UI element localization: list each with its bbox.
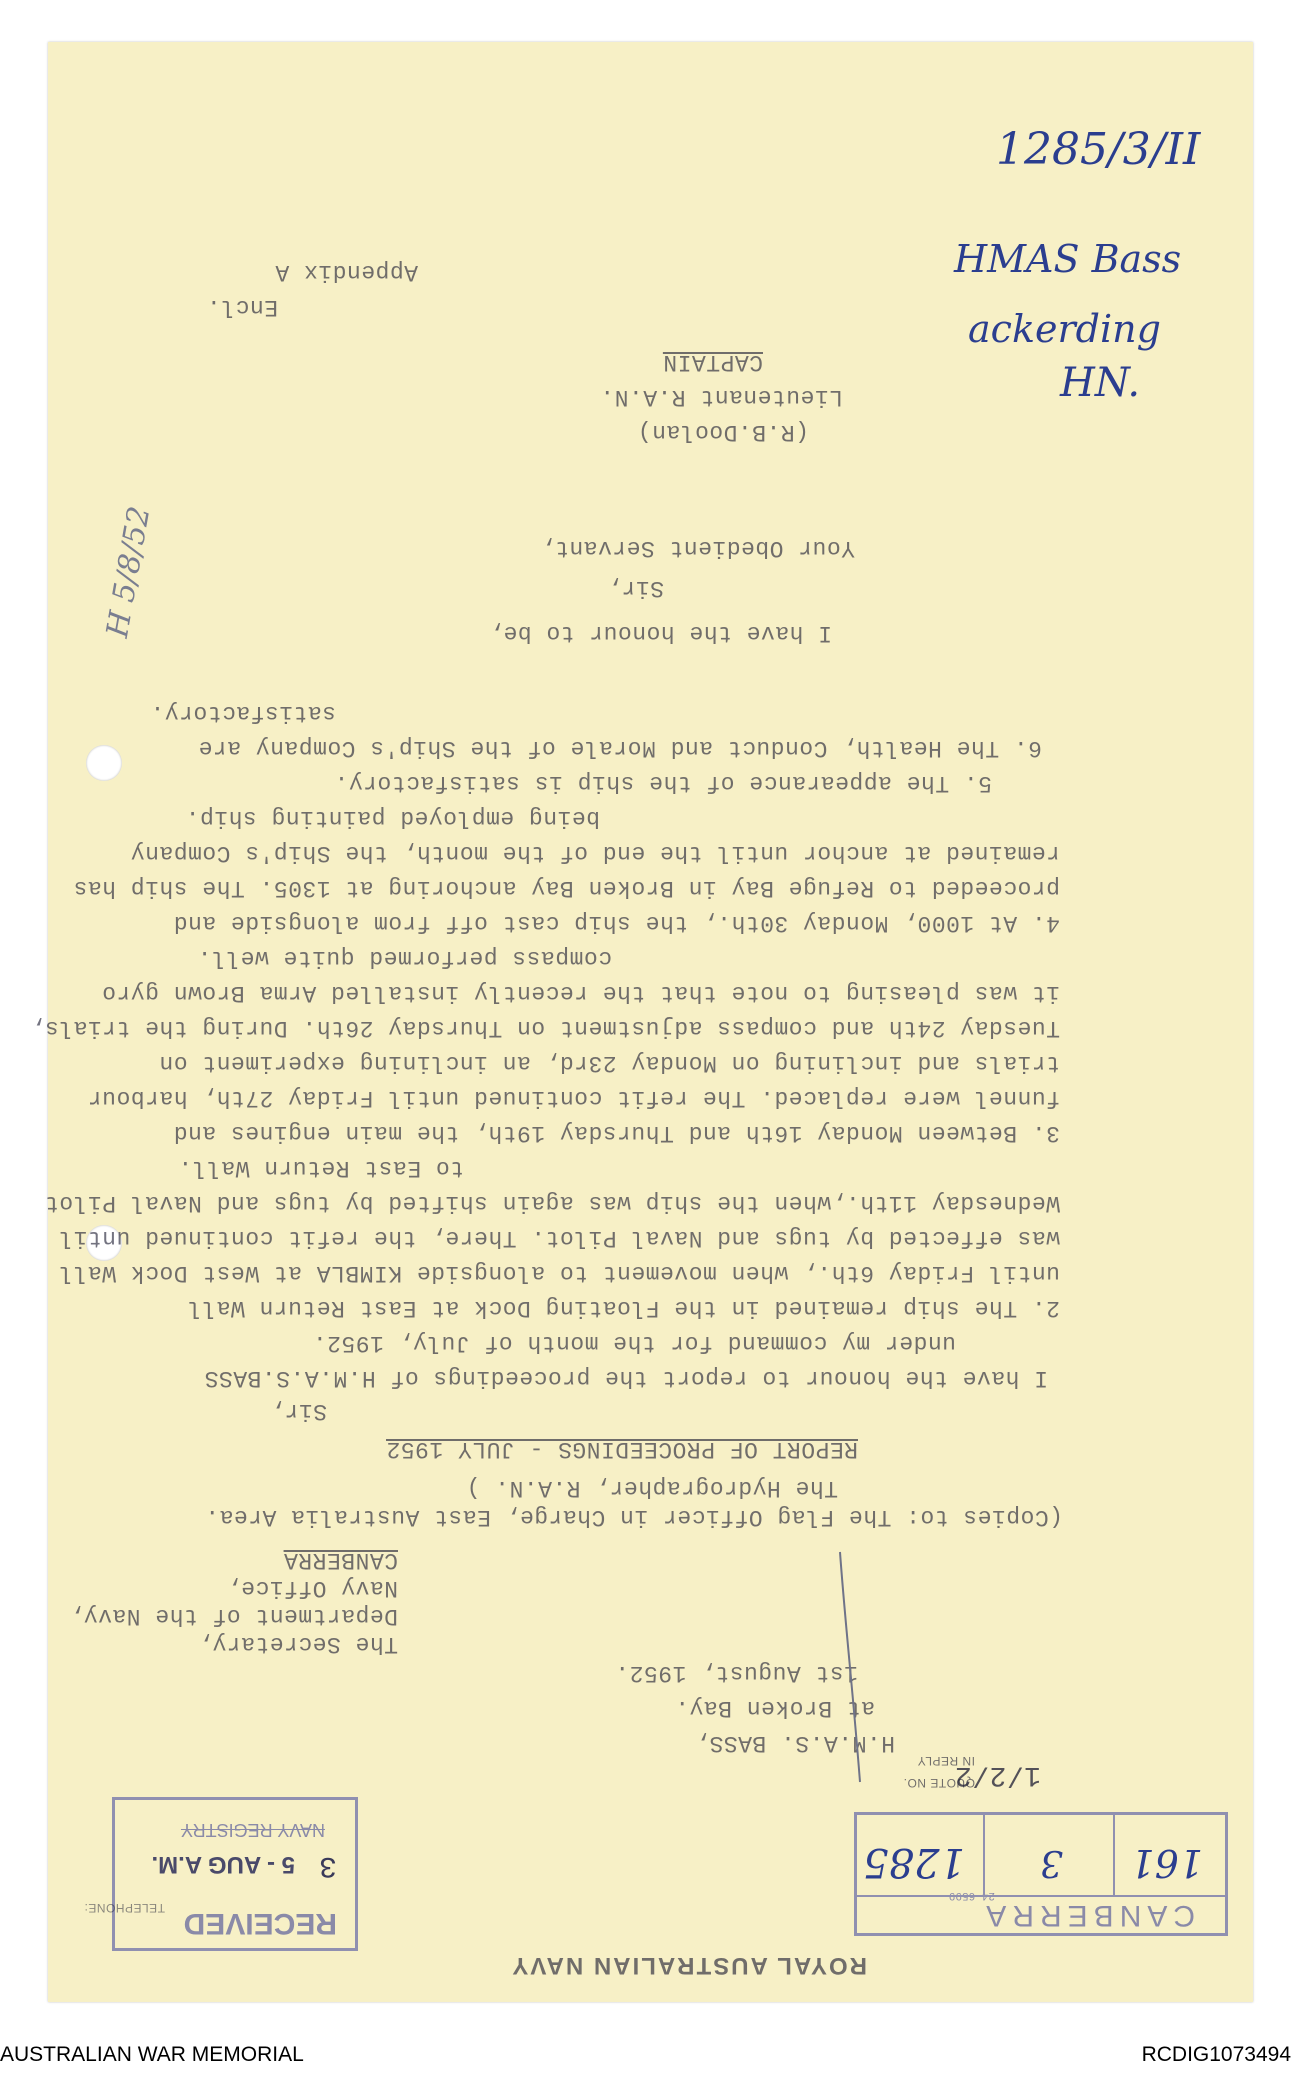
signatory-name: (R.B.Doolan) bbox=[637, 419, 809, 445]
body-line-10: trials and inclining on Monday 23rd, an inclining experiment on bbox=[158, 1050, 1060, 1076]
closing-line-3: Your Obedient Servant, bbox=[540, 535, 855, 561]
received-stamp bbox=[112, 1797, 358, 1951]
body-line-11: Tuesday 24th and compass adjustment on Thursday 26th. During the trials, bbox=[30, 1015, 1060, 1041]
handwritten-margin-initials: H 5/8/52 bbox=[100, 503, 158, 641]
body-line-3: 2. The ship remained in the Floating Dock at East Return Wall bbox=[187, 1295, 1060, 1321]
reply-label: IN REPLY bbox=[917, 1754, 975, 1768]
body-line-17: being employed painting ship. bbox=[185, 805, 600, 831]
received-stamp-date: 5 - AUG A.M. bbox=[151, 1851, 295, 1878]
closing-line-2: Sir, bbox=[606, 575, 664, 601]
body-line-9: funnel were replaced. The refit continued until Friday 27th, harbour bbox=[87, 1085, 1060, 1111]
canberra-stamp-code: 24 6599 bbox=[948, 1889, 995, 1901]
footer-left-credit: AUSTRALIAN WAR MEMORIAL bbox=[0, 2043, 304, 2066]
enclosure-label: Encl. bbox=[206, 294, 278, 320]
salutation: Sir, bbox=[269, 1398, 327, 1424]
body-line-5: was effected by tugs and Naval Pilot. There, the refit continued until bbox=[58, 1225, 1060, 1251]
signatory-rank: Lieutenant R.A.N. bbox=[599, 384, 843, 410]
report-subject: REPORT OF PROCEEDINGS - JULY 1952 bbox=[386, 1436, 858, 1462]
body-line-16: remained at anchor until the end of the month, the Ship's Company bbox=[130, 840, 1060, 866]
file-part-value: 3 bbox=[1040, 1842, 1063, 1883]
handwritten-file-reference: 1285/3/II bbox=[996, 124, 1201, 175]
addressee-line-2: Department of the Navy, bbox=[69, 1603, 398, 1629]
document-page bbox=[30, 42, 1253, 2002]
closing-line-1: I have the honour to be, bbox=[488, 620, 832, 646]
body-line-12: it was pleasing to note that the recently installed Arma Brown gyro bbox=[101, 980, 1060, 1006]
body-line-18: 5. The appearance of the ship is satisfactory. bbox=[334, 770, 992, 796]
quote-label: QUOTE NO. bbox=[903, 1776, 975, 1790]
handwritten-initials: HN. bbox=[1060, 360, 1141, 406]
received-stamp-number: 3 bbox=[318, 1848, 337, 1882]
received-stamp-title: RECEIVED bbox=[183, 1907, 337, 1940]
letter-date: 1st August, 1952. bbox=[614, 1660, 858, 1686]
copies-line-1: (Copies to: The Flag Officer in Charge, East Australia Area. bbox=[204, 1504, 1063, 1530]
footer-right-id: RCDIG1073494 bbox=[1141, 2043, 1291, 2066]
body-line-2: under my command for the month of July, 1952. bbox=[312, 1330, 956, 1356]
body-line-19: 6. The Health, Conduct and Morale of the Ship's Company are bbox=[198, 735, 1042, 761]
telephone-label: TELEPHONE: bbox=[83, 1901, 165, 1915]
body-line-6: Wednesday 11th.,when the ship was again shifted by tugs and Naval Pilot bbox=[44, 1190, 1060, 1216]
body-line-15: proceeded to Refuge Bay in Broken Bay anchoring at 1305. The ship has bbox=[73, 875, 1060, 901]
addressee-line-1: The Secretary, bbox=[197, 1631, 398, 1657]
addressee-line-3: Navy Office, bbox=[226, 1575, 398, 1601]
body-line-20: satisfactory. bbox=[150, 700, 336, 726]
handwritten-forwarding-note: ackerding bbox=[968, 307, 1161, 351]
file-number-value: 1285 bbox=[863, 1839, 965, 1885]
canberra-stamp-title: CANBERRA bbox=[980, 1899, 1195, 1932]
signatory-title: CAPTAIN bbox=[662, 349, 763, 375]
addressee-line-4: CANBERRA bbox=[283, 1547, 398, 1573]
enclosure-value: Appendix A bbox=[274, 259, 418, 285]
reply-reference: 1/2/2 bbox=[954, 1759, 1041, 1790]
body-line-13: compass performed quite well. bbox=[197, 945, 612, 971]
body-line-7: to East Return Wall. bbox=[177, 1155, 464, 1181]
body-line-1: I have the honour to report the proceedings of H.M.A.S.BASS bbox=[204, 1365, 1048, 1391]
body-line-4: until Friday 6th., when movement to alongside KIMBLA at West Dock Wall bbox=[58, 1260, 1060, 1286]
navy-heading: ROYAL AUSTRALIAN NAVY bbox=[510, 1952, 867, 1979]
body-line-14: 4. At 1000, Monday 30th., the ship cast off from alongside and bbox=[173, 910, 1060, 936]
sender-ship: H.M.A.S. BASS, bbox=[694, 1730, 895, 1756]
handwritten-ship-name: HMAS Bass bbox=[954, 237, 1182, 281]
copies-line-2: The Hydrographer, R.A.N. ) bbox=[466, 1475, 838, 1501]
file-folio-value: 161 bbox=[1130, 1841, 1203, 1885]
received-stamp-registry: NAVY REGISTRY bbox=[180, 1820, 325, 1840]
canberra-registry-stamp bbox=[854, 1812, 1228, 1936]
body-line-8: 3. Between Monday 16th and Thursday 19th, the main engines and bbox=[173, 1120, 1060, 1146]
sender-location: at Broken Bay. bbox=[674, 1695, 875, 1721]
